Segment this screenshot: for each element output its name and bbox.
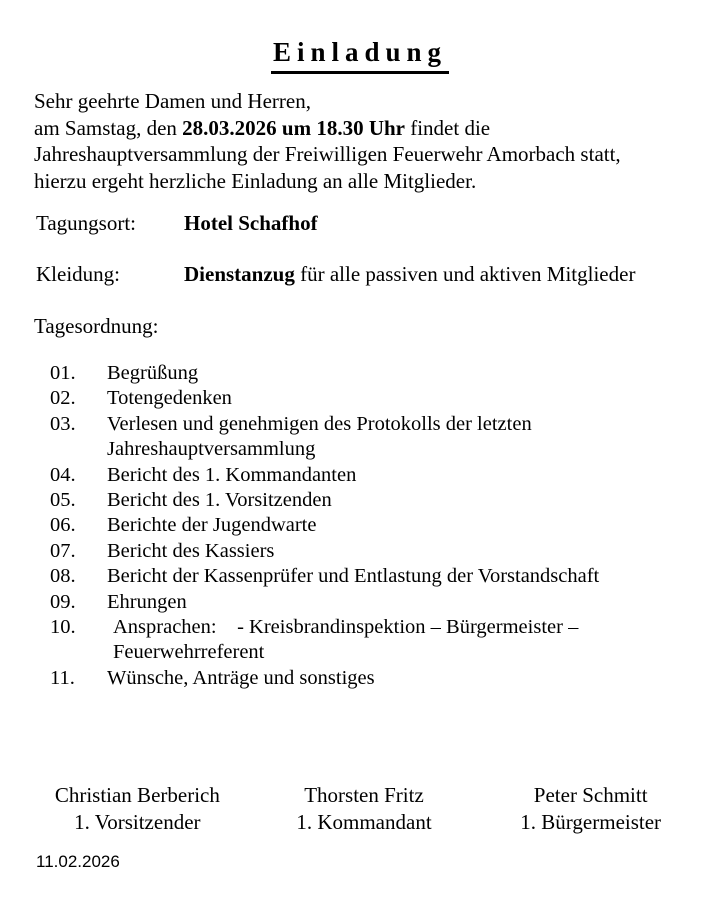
page-title: [0, 38, 720, 74]
signature-name: Christian Berberich: [54, 783, 220, 807]
agenda-item-number: 06.: [50, 514, 76, 537]
agenda-item-row: [50, 361, 700, 386]
agenda-item-number: 04.: [50, 463, 76, 486]
detail-row-venue: [36, 210, 318, 236]
agenda-item-number: 08.: [50, 565, 76, 588]
agenda-item: [50, 412, 700, 463]
agenda-item-number: 03.: [50, 412, 76, 435]
agenda-item-row: [50, 463, 700, 488]
agenda-item: [50, 463, 700, 488]
venue-label: Tagungsort:: [36, 211, 137, 235]
signature-column: [24, 782, 251, 836]
agenda-item-label: Verlesen und genehmigen des Protokolls der letzten: [107, 412, 532, 435]
agenda-item: [50, 590, 700, 615]
agenda-item-label: Begrüßung: [107, 362, 199, 384]
dress-value-rest: für alle passiven und aktiven Mitglieder: [294, 262, 636, 286]
intro-line-closing: hierzu ergeht herzliche Einladung an alle Mitglieder.: [34, 168, 477, 193]
agenda-item-number: 01.: [50, 362, 76, 384]
agenda-item-row: [50, 666, 700, 691]
intro-line-date: [34, 115, 698, 142]
agenda-item-number: 11.: [50, 666, 75, 689]
agenda-item-label: Bericht des 1. Kommandanten: [107, 463, 357, 486]
agenda-item: [50, 513, 700, 538]
signature-role: 1. Vorsitzender: [74, 810, 201, 834]
agenda-item: [50, 488, 700, 513]
agenda-item: [50, 615, 700, 666]
agenda-item-number: 07.: [50, 539, 76, 562]
intro-paragraph: [34, 88, 698, 194]
agenda-item: [50, 361, 700, 386]
intro-line-event: Jahreshauptversammlung der Freiwilligen Feuerwehr Amorbach statt,: [34, 142, 621, 166]
agenda-item-continuation: Jahreshauptversammlung: [107, 438, 316, 461]
intro-line-salutation: Sehr geehrte Damen und Herren,: [34, 89, 311, 113]
signature-column: [251, 782, 478, 836]
agenda-item-label: Ansprachen: - Kreisbrandinspektion – Bürgermeister –: [113, 616, 579, 639]
agenda-item-number: 09.: [50, 590, 76, 613]
agenda-list: [50, 361, 700, 691]
agenda-item-row: [50, 412, 700, 437]
agenda-item-continuation: Feuerwehrreferent: [113, 641, 265, 664]
agenda-item: [50, 564, 700, 589]
agenda-heading: Tagesordnung:: [34, 314, 159, 338]
agenda-item-label: Bericht der Kassenprüfer und Entlastung der Vorstandschaft: [107, 565, 600, 588]
agenda-item-row: [50, 615, 700, 640]
agenda-item-number: 10.: [50, 616, 76, 639]
agenda-item: [50, 666, 700, 691]
intro-date-bold: 28.03.2026 um 18.30 Uhr: [182, 115, 405, 140]
agenda-item-row: [50, 513, 700, 538]
agenda-item-label: Bericht des 1. Vorsitzenden: [107, 489, 332, 512]
agenda-item-label: Wünsche, Anträge und sonstiges: [107, 666, 375, 689]
agenda-item-row: [50, 488, 700, 513]
page-title-text: Einladung: [271, 38, 449, 74]
agenda-item-row: [50, 564, 700, 589]
agenda-item-row: [50, 386, 700, 411]
intro-date-suffix: findet die: [404, 115, 491, 140]
venue-value: Hotel Schafhof: [184, 211, 318, 235]
signature-name: Peter Schmitt: [533, 783, 648, 807]
agenda-item-label: Ehrungen: [107, 590, 187, 613]
signature-block: [24, 782, 704, 836]
detail-row-dress: [36, 261, 635, 287]
agenda-item-row: [50, 539, 700, 564]
footer-date: 11.02.2026: [36, 852, 120, 871]
signature-name: Thorsten Fritz: [304, 783, 424, 807]
dress-label: Kleidung:: [36, 262, 120, 286]
signature-role: 1. Bürgermeister: [520, 810, 662, 834]
signature-role: 1. Kommandant: [296, 810, 432, 834]
agenda-item-number: 02.: [50, 387, 76, 410]
agenda-item: [50, 539, 700, 564]
dress-value: Dienstanzug: [184, 262, 295, 286]
agenda-item-label: Totengedenken: [107, 387, 232, 410]
agenda-item-label: Berichte der Jugendwarte: [107, 514, 317, 537]
agenda-item: [50, 386, 700, 411]
signature-column: [477, 782, 704, 836]
agenda-item-row: [50, 590, 700, 615]
intro-date-prefix: am Samstag, den: [34, 115, 183, 140]
agenda-item-number: 05.: [50, 489, 76, 512]
agenda-item-label: Bericht des Kassiers: [107, 539, 275, 562]
